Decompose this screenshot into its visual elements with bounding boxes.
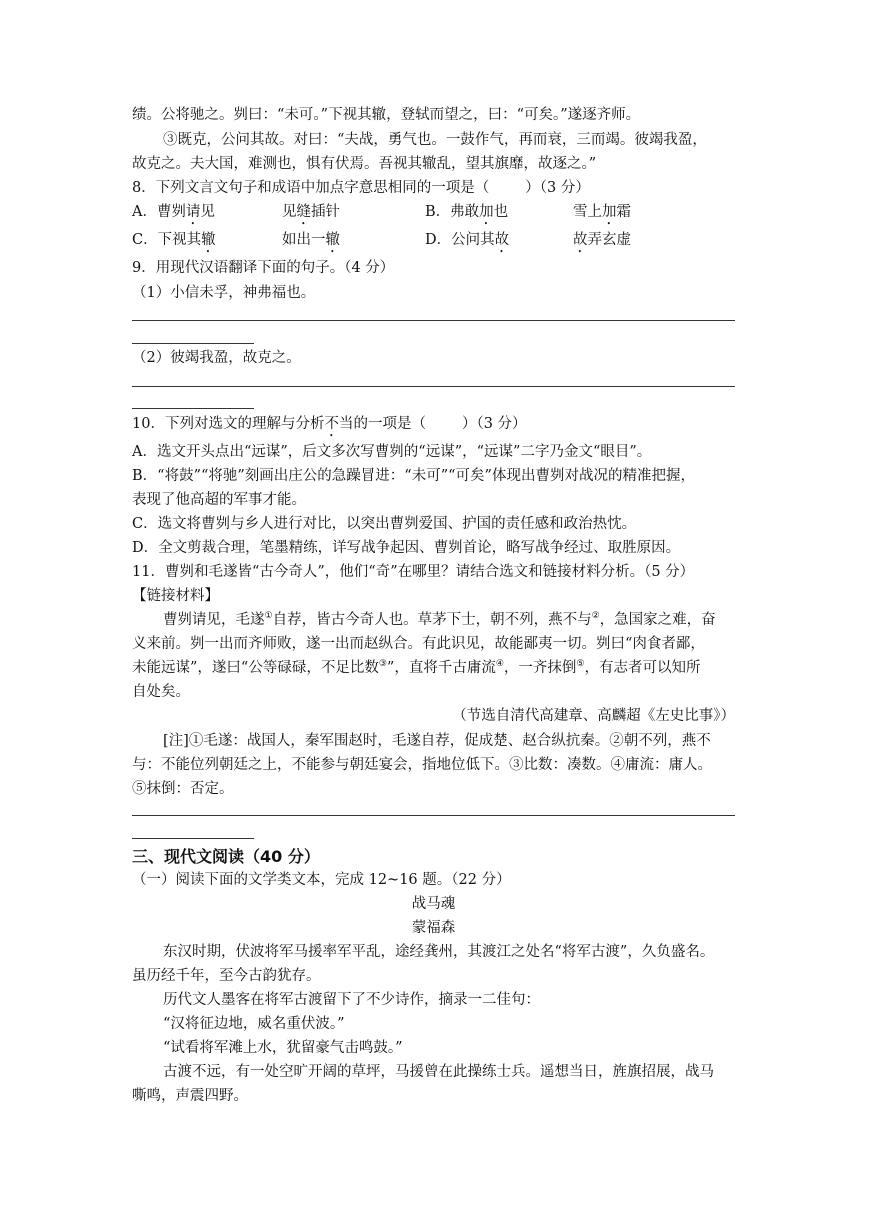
q10-option-c: C．选文将曹刿与乡人进行对比，以突出曹刿爱国、护国的责任感和政治热忱。 <box>132 516 637 532</box>
note-line: 与：不能位列朝廷之上，不能参与朝廷宴会，指地位低下。③比数：凑数。④庸流：庸人。 <box>132 757 712 773</box>
q10-option-d: D．全文剪裁合理，笔墨精练，详写战争起因、曹刿首论，略写战争经过、取胜原因。 <box>132 540 681 556</box>
story-paragraph: 东汉时期，伏波将军马援率军平乱，途经龚州，其渡江之处名“将军古渡”，久负盛名。 <box>163 944 715 960</box>
section-subtitle: （一）阅读下面的文学类文本，完成 12~16 题。（22 分） <box>132 872 511 888</box>
story-paragraph: 古渡不远，有一处空旷开阔的草坪，马援曾在此操练士兵。遥想当日，旌旗招展，战马 <box>163 1064 714 1080</box>
question-11-stem: 11．曹刿和毛遂皆“古今奇人”，他们“奇”在哪里？请结合选文和链接材料分析。（5 分） <box>132 564 695 580</box>
q10-option-a: A．选文开头点出“远谋”，后文多次写曹刿的“远谋”，“远谋”二字乃金文“眼目”。 <box>132 444 652 460</box>
link-material-line: 未能远谋”，遂曰“公等碌碌，不足比数③”，直将千古庸流④，一齐抹倒⑤，有志者可以知所 <box>132 659 701 676</box>
answer-line <box>132 815 735 816</box>
note-line: ⑤抹倒：否定。 <box>132 781 234 797</box>
q8-option-c-idiom: 如出一辙 <box>282 232 340 248</box>
q9-sentence-2: （2）彼竭我盈，故克之。 <box>132 350 301 366</box>
q8-option-d-sentence: D．公问其故 <box>425 232 510 248</box>
q8-option-c-sentence: C．下视其辙 <box>132 232 216 248</box>
q8-option-d-idiom: 故弄玄虚 <box>573 232 631 248</box>
link-material-line: 自处矣。 <box>132 684 190 700</box>
section-title: 三、现代文阅读（40 分） <box>132 847 320 866</box>
link-material-line: 义来前。刿一出而齐师败，遂一出而赵纵合。有此识见，故能鄙夷一切。刿曰“肉食者鄙， <box>132 636 705 652</box>
story-title: 战马魂 <box>411 896 456 912</box>
answer-line <box>132 408 254 409</box>
note-line: [注]①毛遂：战国人，秦军围赵时，毛遂自荐，促成楚、赵合纵抗秦。②朝不列，燕不 <box>163 733 711 749</box>
story-poem-line: “试看将军滩上水，犹留豪气击鸣鼓。” <box>163 1040 403 1056</box>
link-material-title: 【链接材料】 <box>132 588 219 604</box>
question-10-stem: 10．下列对选文的理解与分析不当的一项是（ ）（3 分） <box>132 416 527 432</box>
q8-option-a-idiom: 见缝插针 <box>282 204 340 220</box>
story-paragraph-cont: 嘶鸣，声震四野。 <box>132 1088 248 1104</box>
story-paragraph-cont: 虽历经千年，至今古韵犹存。 <box>132 968 321 984</box>
q9-sentence-1: （1）小信未孚，神弗福也。 <box>132 285 316 301</box>
passage-line: 绩。公将驰之。刿曰：“未可。”下视其辙，登轼而望之，曰：“可矣。”遂逐齐师。 <box>132 107 641 123</box>
story-poem-line: “汉将征边地，威名重伏波。” <box>163 1016 345 1032</box>
passage-line: ③既克，公问其故。对曰：“夫战，勇气也。一鼓作气，再而衰，三而竭。彼竭我盈， <box>163 132 707 148</box>
q10-option-b: B．“将鼓”“将驰”刻画出庄公的急躁冒进：“未可”“可矣”体现出曹刿对战况的精准把握， <box>132 468 695 484</box>
link-material-source: （节选自清代高建章、高麟超《左史比事》） <box>452 708 735 724</box>
story-paragraph: 历代文人墨客在将军古渡留下了不少诗作，摘录一二佳句： <box>163 992 540 1008</box>
story-author: 蒙福森 <box>411 920 456 936</box>
link-material-line: 曹刿请见，毛遂①自荐，皆古今奇人也。草茅下士，朝不列，燕不与②，急国家之难，奋 <box>163 611 716 628</box>
answer-line <box>132 838 254 839</box>
answer-line <box>132 386 735 387</box>
q8-option-b-idiom: 雪上加霜 <box>573 204 631 220</box>
answer-line <box>132 320 735 321</box>
question-9-stem: 9．用现代汉语翻译下面的句子。（4 分） <box>132 260 395 276</box>
passage-line: 故克之。夫大国，难测也，惧有伏焉。吾视其辙乱，望其旗靡，故逐之。” <box>132 156 597 172</box>
answer-line <box>132 343 254 344</box>
q8-option-b-sentence: B．弗敢加也 <box>425 204 509 220</box>
question-8-stem: 8．下列文言文句子和成语中加点字意思相同的一项是（ ）（3 分） <box>132 180 590 196</box>
q8-option-a-sentence: A．曹刿请见 <box>132 204 215 220</box>
q10-option-b-cont: 表现了他高超的军事才能。 <box>132 492 306 508</box>
